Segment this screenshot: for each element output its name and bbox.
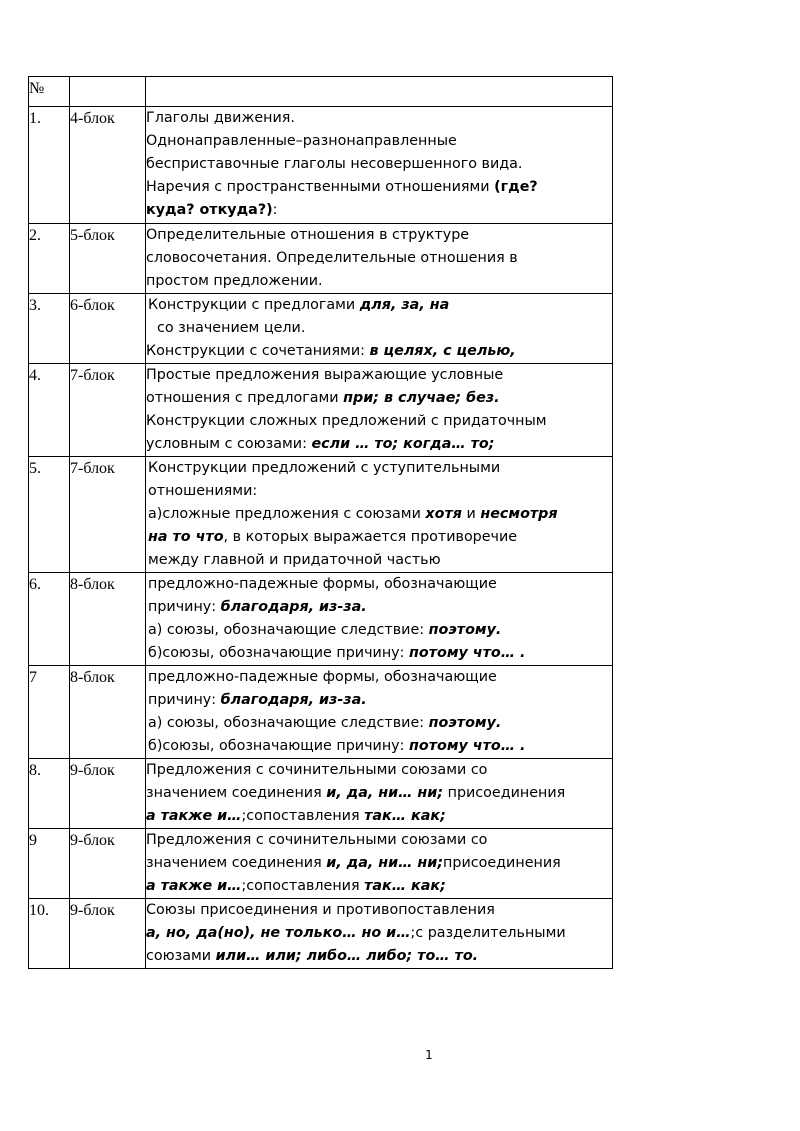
row-block: 4-блок xyxy=(70,107,146,224)
content-line: причину: благодаря, из-за. xyxy=(148,692,367,708)
emphasis-text: а, но, да(но), не только… но и… xyxy=(146,925,411,941)
content-line: Однонаправленные–разнонаправленные xyxy=(146,133,457,149)
page-number: 1 xyxy=(425,1048,433,1062)
table-row xyxy=(29,107,613,224)
content-line: Определительные отношения в структуре xyxy=(146,227,470,243)
emphasis-text: а также и… xyxy=(146,878,242,894)
content-line: а) союзы, обозначающие следствие: поэтому. xyxy=(148,715,502,731)
content-line: Конструкции предложений с уступительными xyxy=(148,460,501,476)
row-number: 3. xyxy=(29,294,70,364)
row-block: 8-блок xyxy=(70,666,146,759)
content-line: Конструкции с предлогами для, за, на xyxy=(148,297,450,313)
question-words: (где? xyxy=(494,179,538,195)
content-line: а)сложные предложения с союзами хотя и несмотря xyxy=(148,506,558,522)
row-content xyxy=(146,107,613,224)
row-content xyxy=(146,666,613,759)
row-number: 6. xyxy=(29,573,70,666)
row-number: 4. xyxy=(29,364,70,457)
table-row xyxy=(29,457,613,573)
emphasis-text: для, за, на xyxy=(359,297,450,313)
content-line: со значением цели. xyxy=(157,320,306,336)
content-line: условным с союзами: если … то; когда… то; xyxy=(146,436,495,452)
content-line: словосочетания. Определительные отношения в xyxy=(146,250,518,266)
row-content xyxy=(146,294,613,364)
emphasis-text: хотя xyxy=(425,506,462,522)
row-number: 10. xyxy=(29,899,70,969)
content-line: а также и…;сопоставления так… как; xyxy=(146,878,446,894)
row-number: 2. xyxy=(29,224,70,294)
emphasis-text: потому что… . xyxy=(409,645,526,661)
content-line: бесприставочные глаголы несовершенного вида. xyxy=(146,156,523,172)
content-line: предложно-падежные формы, обозначающие xyxy=(148,576,497,592)
row-content xyxy=(146,224,613,294)
table-row xyxy=(29,364,613,457)
content-line: Глаголы движения. xyxy=(146,110,295,126)
header-block-cell xyxy=(70,77,146,107)
content-line: а) союзы, обозначающие следствие: поэтому. xyxy=(148,622,502,638)
row-block: 9-блок xyxy=(70,759,146,829)
table-row xyxy=(29,666,613,759)
table-row xyxy=(29,899,613,969)
emphasis-text: поэтому. xyxy=(428,622,502,638)
table-header-row xyxy=(29,77,613,107)
emphasis-text: несмотря xyxy=(480,506,558,522)
emphasis-text: в целях, с целью, xyxy=(369,343,516,359)
table-row xyxy=(29,829,613,899)
row-block: 8-блок xyxy=(70,573,146,666)
content-line: значением соединения и, да, ни… ни; присоединения xyxy=(146,785,566,801)
emphasis-text: благодаря, из-за. xyxy=(220,692,367,708)
content-line: предложно-падежные формы, обозначающие xyxy=(148,669,497,685)
content-line: Конструкции сложных предложений с придаточным xyxy=(146,413,547,429)
row-number: 7 xyxy=(29,666,70,759)
row-number: 8. xyxy=(29,759,70,829)
row-content xyxy=(146,457,613,573)
content-line: союзами или… или; либо… либо; то… то. xyxy=(146,948,479,964)
row-number: 1. xyxy=(29,107,70,224)
content-line: Предложения с сочинительными союзами со xyxy=(146,832,488,848)
row-content xyxy=(146,573,613,666)
row-content xyxy=(146,364,613,457)
emphasis-text: на то что xyxy=(148,529,224,545)
row-content xyxy=(146,829,613,899)
table-row xyxy=(29,573,613,666)
content-line: Конструкции с сочетаниями: в целях, с целью, xyxy=(146,343,516,359)
content-line: б)союзы, обозначающие причину: потому что… . xyxy=(148,645,526,661)
row-block: 9-блок xyxy=(70,829,146,899)
emphasis-text: и, да, ни… ни; xyxy=(326,785,444,801)
row-block: 7-блок xyxy=(70,457,146,573)
content-line: б)союзы, обозначающие причину: потому что… . xyxy=(148,738,526,754)
row-block: 9-блок xyxy=(70,899,146,969)
emphasis-text: поэтому. xyxy=(428,715,502,731)
content-line: отношения с предлогами при; в случае; без. xyxy=(146,390,500,406)
content-line: причину: благодаря, из-за. xyxy=(148,599,367,615)
question-words: куда? откуда?) xyxy=(146,202,273,218)
header-content-cell xyxy=(146,77,613,107)
emphasis-text: при; в случае; без. xyxy=(343,390,500,406)
content-line: простом предложении. xyxy=(146,273,323,289)
emphasis-text: так… как; xyxy=(364,878,446,894)
row-number: 9 xyxy=(29,829,70,899)
content-line: а, но, да(но), не только… но и…;с разделительными xyxy=(146,925,566,941)
emphasis-text: так… как; xyxy=(364,808,446,824)
lesson-blocks-table xyxy=(28,76,613,969)
emphasis-text: а также и… xyxy=(146,808,242,824)
row-content xyxy=(146,899,613,969)
content-line: на то что, в которых выражается противоречие xyxy=(148,529,518,545)
emphasis-text: и, да, ни… ни; xyxy=(326,855,444,871)
header-number-cell: № xyxy=(29,77,70,107)
row-content xyxy=(146,759,613,829)
content-line: отношениями: xyxy=(148,483,258,499)
row-block: 5-блок xyxy=(70,224,146,294)
row-block: 6-блок xyxy=(70,294,146,364)
emphasis-text: если … то; когда… то; xyxy=(311,436,495,452)
emphasis-text: потому что… . xyxy=(409,738,526,754)
content-line: куда? откуда?): xyxy=(146,202,278,218)
content-line: Наречия с пространственными отношениями (где? xyxy=(146,179,538,195)
content-line: значением соединения и, да, ни… ни;присоединения xyxy=(146,855,561,871)
table-row xyxy=(29,759,613,829)
emphasis-text: или… или; либо… либо; то… то. xyxy=(215,948,479,964)
row-number: 5. xyxy=(29,457,70,573)
table-row xyxy=(29,224,613,294)
content-line: Союзы присоединения и противопоставления xyxy=(146,902,495,918)
content-line: Предложения с сочинительными союзами со xyxy=(146,762,488,778)
table-row xyxy=(29,294,613,364)
row-block: 7-блок xyxy=(70,364,146,457)
emphasis-text: благодаря, из-за. xyxy=(220,599,367,615)
content-line: а также и…;сопоставления так… как; xyxy=(146,808,446,824)
content-line: между главной и придаточной частью xyxy=(148,552,441,568)
content-line: Простые предложения выражающие условные xyxy=(146,367,504,383)
